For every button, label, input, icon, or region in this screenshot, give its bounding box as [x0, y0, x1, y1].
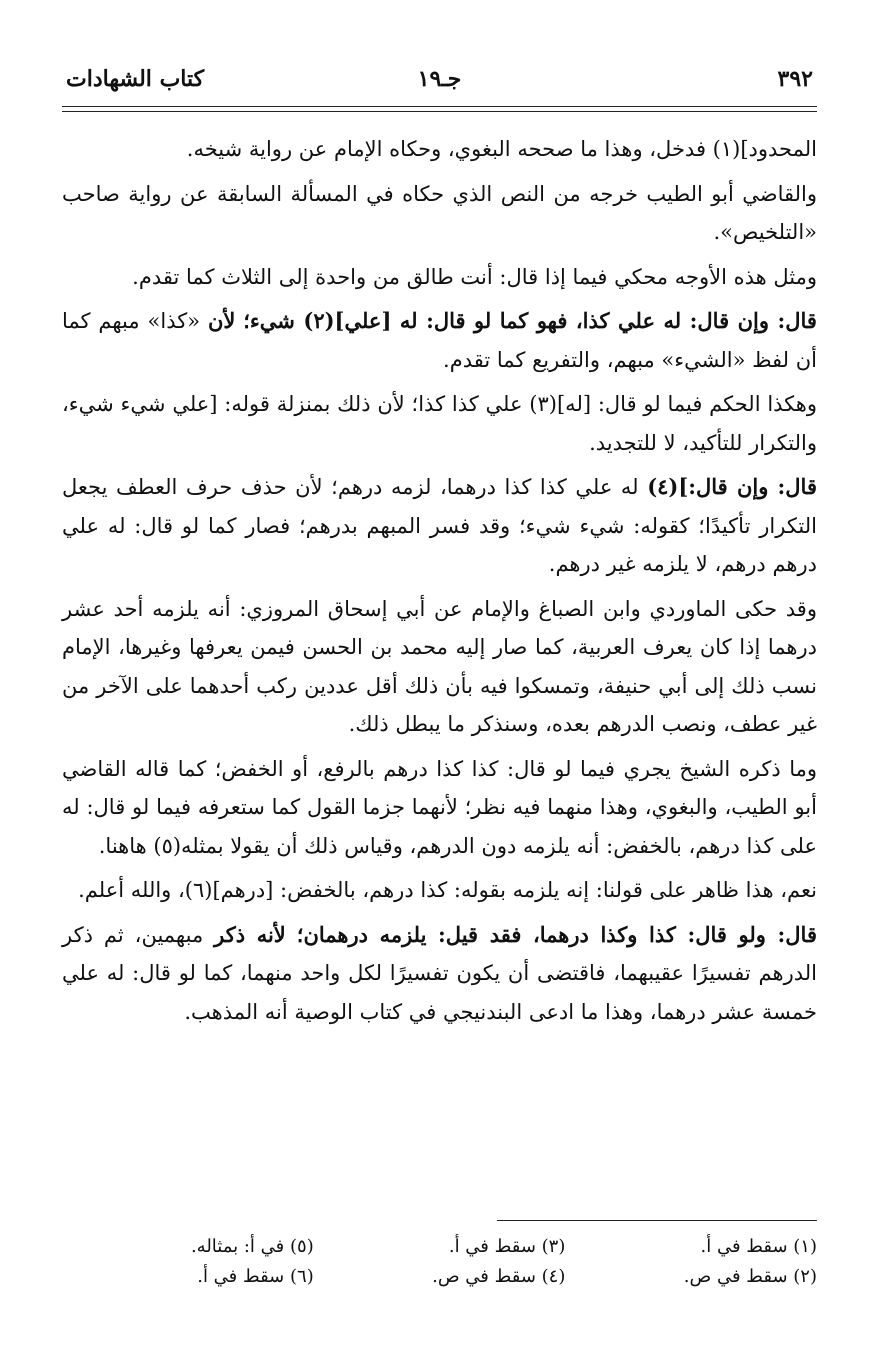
bold-lead: قال: وإن قال:](٤) — [647, 474, 817, 499]
paragraph: والقاضي أبو الطيب خرجه من النص الذي حكاه في المسألة السابقة عن رواية صاحب «التلخيص». — [62, 181, 817, 244]
book-title: كتاب الشهادات — [66, 66, 205, 92]
bold-lead: قال: ولو قال: كذا وكذا درهما، فقد قيل: يلزمه درهمان؛ — [296, 921, 817, 947]
running-header — [62, 62, 817, 102]
footnote-row — [62, 1262, 817, 1292]
footnote-3: (٣) سقط في أ. — [448, 1236, 566, 1257]
bold-tail: لأنه ذكر — [214, 921, 286, 947]
footnote-separator — [497, 1220, 817, 1221]
footnote-4: (٤) سقط في ص. — [432, 1266, 566, 1287]
paragraph: وهكذا الحكم فيما لو قال: [له](٣) علي كذا كذا؛ لأن ذلك بمنزلة قوله: [علي شيء شيء، والتكرار للتأكيد، لا للتجديد. — [62, 392, 817, 455]
footnote-2: (٢) سقط في ص. — [683, 1266, 817, 1287]
paragraph: المحدود](١) فدخل، وهذا ما صححه البغوي، وحكاه الإمام عن رواية شيخه. — [186, 137, 817, 161]
footnote-row — [62, 1232, 817, 1262]
paragraph: وقد حكى الماوردي وابن الصباغ والإمام عن أبي إسحاق المروزي: أنه يلزمه أحد عشر درهما إذا كان يعرف العربية، كما صار إليه محمد بن الحسن فيمن يعرفها وغيرها، الإمام نسب ذلك إلى أبي حنيفة، وتمسكوا فيه بأن ذلك أقل عددين ركب أحدهما على الآخر من غير عطف، ونصب الدرهم بعده، وسنذكر ما يبطل ذلك. — [62, 596, 817, 736]
footnotes — [62, 1232, 817, 1292]
page-number: ٣٩٢ — [777, 66, 813, 92]
footnote-1: (١) سقط في أ. — [700, 1236, 817, 1257]
footnote-6: (٦) سقط في أ. — [197, 1266, 314, 1287]
paragraph: وما ذكره الشيخ يجري فيما لو قال: كذا كذا درهم بالرفع، أو الخفض؛ كما قاله القاضي أبو الطيب، والبغوي، وهذا منهما فيه نظر؛ لأنهما جزما القول كما ستعرفه فيما لو قال: له على كذا درهم، بالخفض: أنه يلزمه دون الدرهم، وقياس ذلك أن يقولا بمثله(٥) هاهنا. — [62, 756, 817, 858]
paragraph: قال: ولو قال: كذا وكذا درهما، فقد قيل: يلزمه درهمان؛ لأنه ذكر مبهمين، ثم ذكر الدرهم تفسيرًا عقيبهما، فاقتضى أن يكون تفسيرًا لكل واحد منهما، كما لو قال: له علي خمسة عشر درهما، وهذا ما ادعى البندنيجي في كتاب الوصية أنه المذهب. — [62, 921, 817, 1024]
footnote-5: (٥) في أ: بمثاله. — [190, 1236, 314, 1257]
header-rule-thick — [62, 106, 817, 107]
main-text — [62, 130, 817, 1037]
paragraph: ومثل هذه الأوجه محكي فيما إذا قال: أنت طالق من واحدة إلى الثلاث كما تقدم. — [132, 264, 817, 289]
paragraph: قال: وإن قال: له علي كذا، فهو كما لو قال: له [علي](٢) شيء؛ لأن «كذا» مبهم كما أن لفظ «الشيء» مبهم، والتفريع كما تقدم. — [62, 308, 817, 372]
paragraph: نعم، هذا ظاهر على قولنا: إنه يلزمه بقوله: كذا درهم، بالخفض: [درهم](٦)، والله أعلم. — [78, 878, 817, 902]
bold-tail: لأن — [207, 308, 236, 333]
volume-number: جـ١٩ — [417, 66, 462, 92]
header-rule-thin — [62, 111, 817, 112]
bold-lead: قال: وإن قال: له علي كذا، فهو كما لو قال: له [علي](٢) شيء؛ — [243, 308, 817, 333]
paragraph: قال: وإن قال:](٤) له علي كذا كذا درهما، لزمه درهم؛ لأن حذف حرف العطف يجعل التكرار تأكيدًا؛ كقوله: شيء شيء؛ وقد فسر المبهم بدرهم؛ فصار كما لو قال: له علي درهم درهم، لا يلزمه غير درهم. — [62, 474, 817, 576]
